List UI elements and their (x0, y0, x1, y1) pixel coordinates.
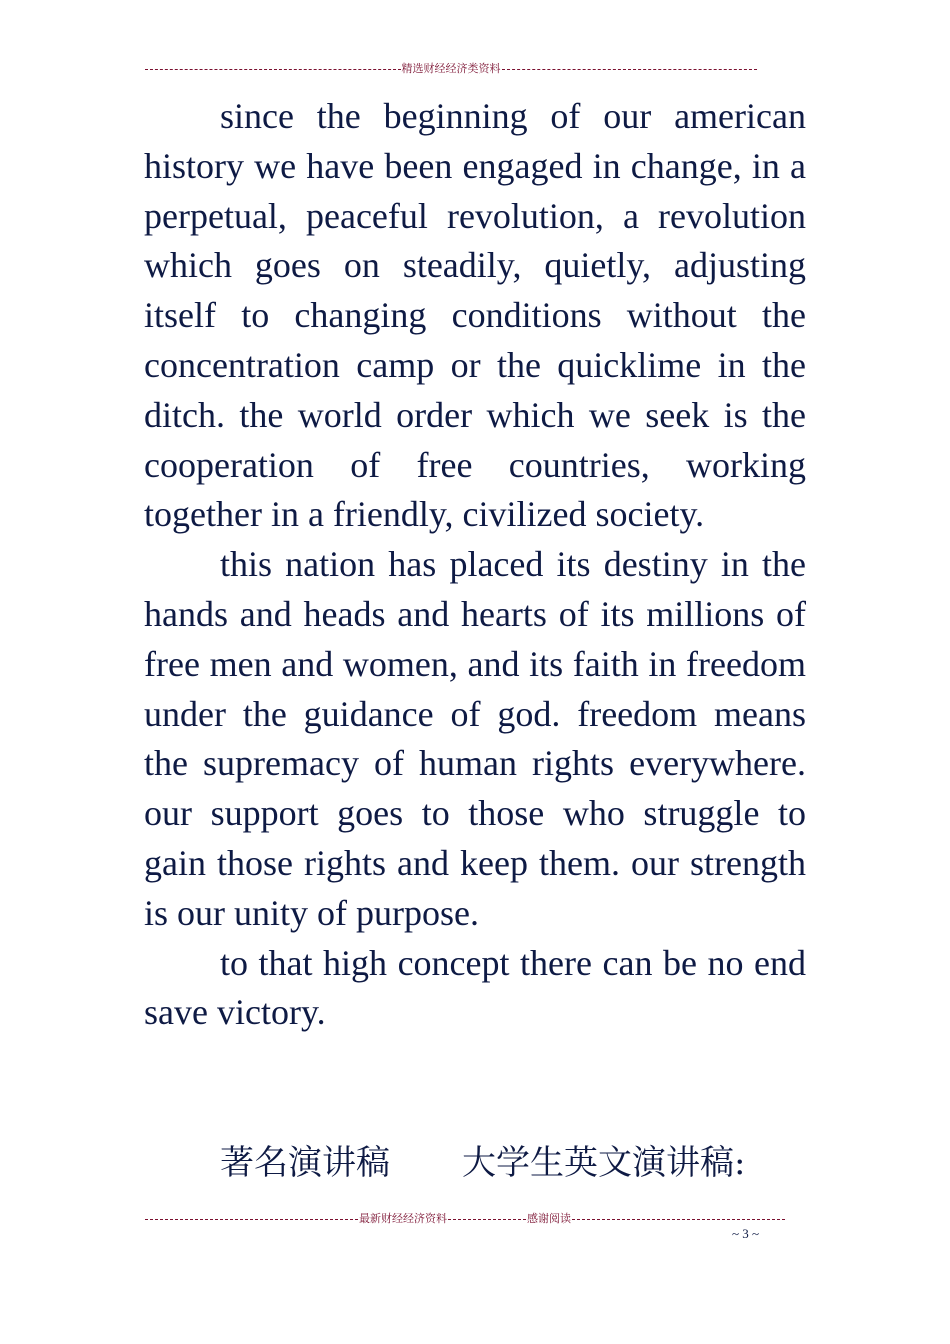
header-text: 精选财经经济类资料 (401, 62, 501, 75)
footer-left-text: 最新财经经济资料 (359, 1212, 447, 1225)
page-number: ~ 3 ~ (732, 1226, 760, 1241)
chinese-heading-line (220, 1138, 820, 1188)
footer-dash-left (145, 1219, 358, 1220)
paragraph: to that high concept there can be no end save victory. (144, 942, 806, 1033)
paragraph: since the beginning of our american history we have been engaged in change, in a perpetual, peaceful revolution, a revolution which goes on steadily, quietly, adjusting itself to changing conditions without the concentration camp or the quicklime in the ditch. the world order which we seek is the cooperation of free countries, working together in a friendly, civilized society. (144, 96, 806, 535)
footer-dash-right (572, 1219, 785, 1220)
chinese-heading-left: 著名演讲稿 (220, 1143, 390, 1183)
chinese-heading-right: 大学生英文演讲稿: (462, 1143, 746, 1183)
document-body (144, 92, 806, 1038)
header-dash-right (502, 69, 758, 70)
paragraph: this nation has placed its destiny in the hands and heads and hearts of its millions of free men and women, and its faith in freedom under the guidance of god. freedom means the supremacy of human rights everywhere. our support goes to those who struggle to gain those rights and keep them. our strength is our unity of purpose. (144, 544, 806, 933)
header-dash-left (145, 69, 401, 70)
footer-dash-middle (448, 1219, 526, 1220)
footer-right-text: 感谢阅读 (527, 1212, 571, 1225)
page-header (145, 58, 757, 78)
page-footer (145, 1208, 785, 1228)
